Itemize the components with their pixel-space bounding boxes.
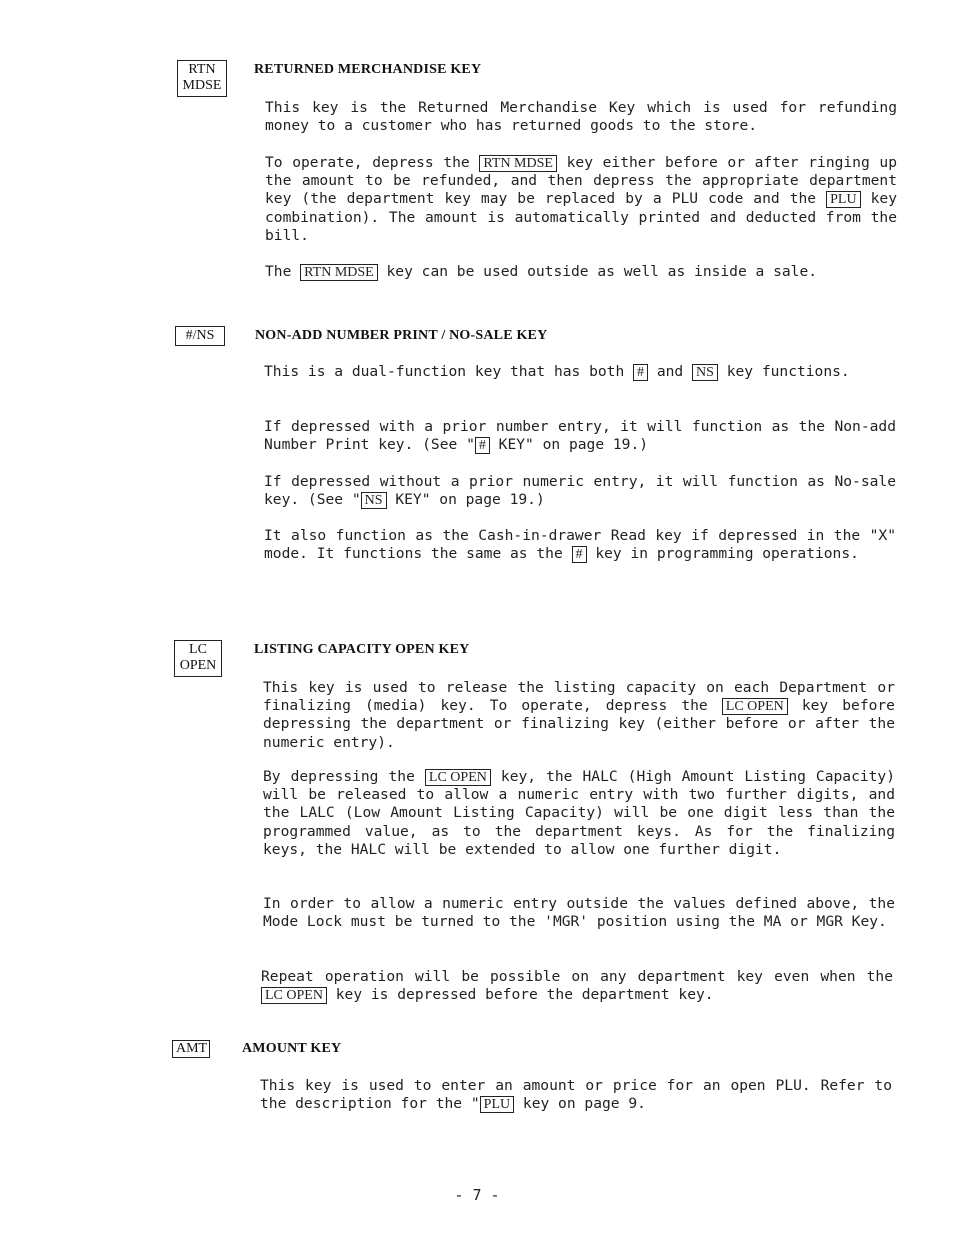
section-heading: AMOUNT KEY [242,1041,342,1056]
text: key functions. [726,363,850,380]
text: It also function as the Cash-in-drawer Read key if depressed in the "X" mode. It functions the same as the [264,527,896,563]
text: This is a dual-function key that has both [264,363,625,380]
text: KEY" on page 19.) [395,491,545,509]
key-line: RTN [188,62,216,77]
text: This key is used to release the listing capacity on each Department or finalizing (media) key. To operate, depress the [263,679,895,715]
paragraph [264,418,896,454]
paragraph [261,968,893,1004]
paragraph [264,527,896,563]
number-ns-key-label [175,326,225,346]
inline-key: NS [692,364,718,381]
paragraph [265,154,897,245]
text: By depressing the [263,768,415,785]
inline-key: NS [361,492,387,509]
text: key is depressed before the department key. [335,986,714,1004]
paragraph: In order to allow a numeric entry outside the values defined above, the Mode Lock must be turned to the 'MGR' position using the MA or MGR Key. [263,895,895,931]
paragraph: This key is the Returned Merchandise Key which is used for refunding money to a customer who has returned goods to the store. [265,99,897,135]
paragraph [263,679,895,752]
paragraph [260,1077,892,1113]
section-heading: NON-ADD NUMBER PRINT / NO-SALE KEY [255,328,548,343]
key-line: MDSE [182,78,222,93]
text: key on page 9. [522,1095,646,1113]
paragraph [263,768,895,859]
inline-key: # [475,437,490,454]
inline-key: # [572,546,587,563]
page-number: - 7 - [454,1186,500,1204]
inline-key: LC OPEN [261,987,327,1004]
paragraph [264,363,896,381]
inline-key: RTN MDSE [300,264,378,281]
text: key combination). The amount is automatically printed and deducted from the bill. [265,190,897,244]
text: key, the HALC (High Amount Listing Capacity) will be released to allow a numeric entry with two further digits, and the LALC (Low Amount Listing Capacity) will be one digit less than the programmed value, as to the department keys. As for the finalizing keys, the HALC will be extended to allow one further digit. [263,768,896,858]
key-line: LC [189,642,207,657]
text: key can be used outside as well as inside a sale. [386,263,818,280]
inline-key: PLU [480,1096,514,1113]
paragraph [265,263,897,281]
key-line: #/NS [185,328,215,343]
text: To operate, depress the [265,154,470,171]
inline-key: LC OPEN [722,698,788,715]
inline-key: # [633,364,648,381]
section-heading: RETURNED MERCHANDISE KEY [254,62,482,77]
lc-open-key-label [174,640,222,677]
text: This key is used to enter an amount or price for an open PLU. Refer to the description for the " [260,1077,892,1113]
key-line: AMT [176,1041,208,1056]
text: key either before or after ringing up the amount to be refunded, and then depress the appropriate department key (the department key may be replaced by a PLU code and the [265,154,897,208]
section-heading: LISTING CAPACITY OPEN KEY [254,642,470,657]
text: KEY" on page 19.) [498,436,649,454]
key-line: OPEN [179,658,217,673]
text: The [265,263,292,280]
text: and [656,363,684,380]
text: Repeat operation will be possible on any department key even when the [261,968,893,985]
inline-key: PLU [826,191,860,208]
inline-key: RTN MDSE [479,155,557,172]
text: If depressed without a prior numeric entry, it will function as No-sale key. (See " [264,473,896,509]
rtn-mdse-key-label [177,60,227,97]
paragraph [264,473,896,509]
text: key before depressing the department or finalizing key (either before or after the numeric entry). [263,697,895,751]
amt-key-label [172,1040,210,1058]
inline-key: LC OPEN [425,769,491,786]
text: If depressed with a prior number entry, it will function as the Non-add Number Print key. (See " [264,418,896,454]
text: key in programming operations. [595,545,859,563]
